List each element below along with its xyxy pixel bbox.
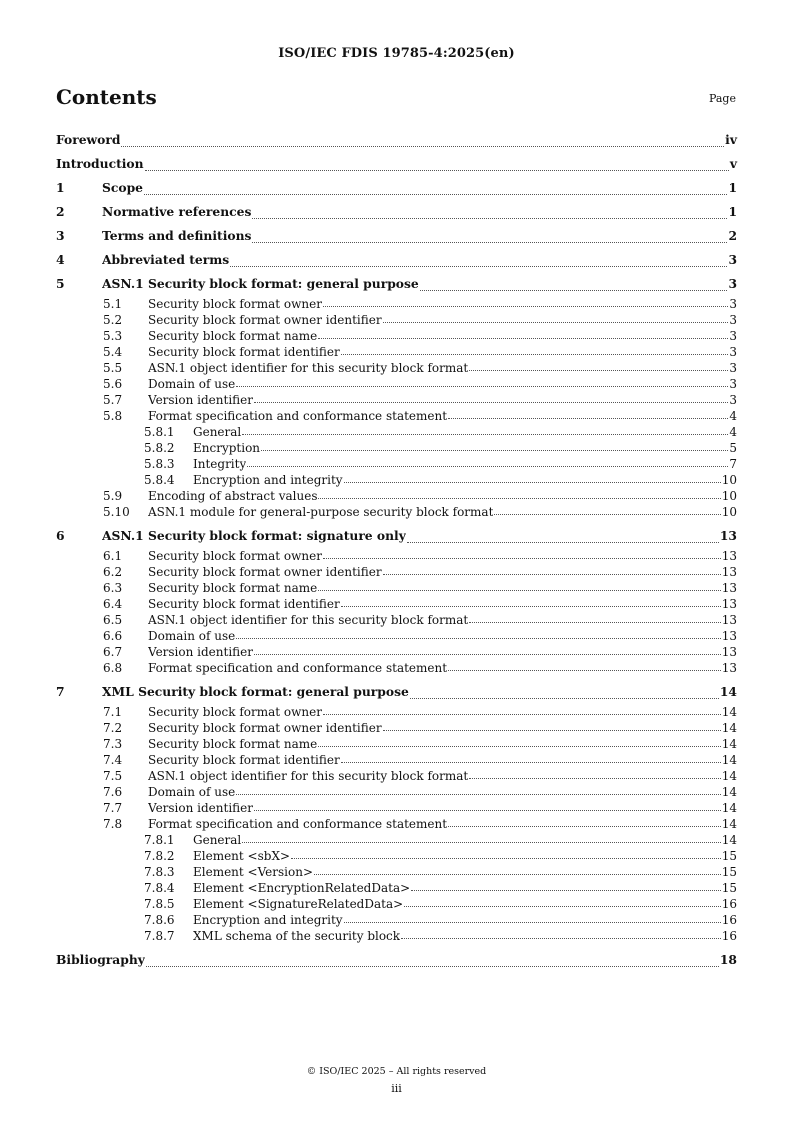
- toc-entry-title: Format specification and conformance statement: [148, 817, 448, 831]
- toc-entry-page: 3: [729, 393, 737, 407]
- toc-entry-page: 4: [729, 425, 737, 439]
- toc-entry-page: 16: [721, 929, 737, 943]
- dot-leader: [236, 385, 728, 387]
- toc-entry-number: 6.4: [103, 597, 123, 611]
- toc-entry-title: Version identifier: [148, 645, 254, 659]
- dot-leader: [318, 337, 728, 339]
- toc-entry[interactable]: [56, 328, 737, 344]
- toc-entry-page: 13: [721, 645, 737, 659]
- toc-entry-page: 3: [729, 329, 737, 343]
- dot-leader: [420, 289, 728, 291]
- toc-entry-title: Security block format identifier: [148, 597, 340, 611]
- toc-entry[interactable]: [56, 360, 737, 376]
- toc-entry[interactable]: [56, 440, 737, 456]
- toc-entry[interactable]: [56, 296, 737, 312]
- toc-entry-title: Encryption and integrity: [193, 473, 343, 487]
- document-identifier: ISO/IEC FDIS 19785-4:2025(en): [278, 46, 515, 61]
- toc-entry-number: 5.10: [103, 505, 130, 519]
- dot-leader: [323, 713, 721, 715]
- dot-leader: [341, 761, 721, 763]
- toc-entry[interactable]: [56, 736, 737, 752]
- toc-entry[interactable]: [56, 312, 737, 328]
- toc-entry-page: 14: [721, 753, 737, 767]
- toc-entry-page: 3: [729, 297, 737, 311]
- toc-entry-page: 14: [721, 801, 737, 815]
- toc-entry-page: 16: [721, 913, 737, 927]
- dot-leader: [448, 417, 728, 419]
- toc-entry-page: 10: [721, 505, 737, 519]
- toc-entry-title: Element <Version>: [193, 865, 314, 879]
- toc-entry[interactable]: [56, 832, 737, 848]
- toc-entry-title: Security block format name: [148, 329, 318, 343]
- toc-entry[interactable]: [56, 912, 737, 928]
- toc-entry-number: 7.7: [103, 801, 123, 815]
- toc-entry[interactable]: [56, 224, 737, 248]
- page-title: Contents: [56, 85, 157, 109]
- dot-leader: [469, 369, 728, 371]
- toc-entry-number: 7.2: [103, 721, 123, 735]
- toc-entry-number: 5.6: [103, 377, 123, 391]
- dot-leader: [145, 169, 729, 171]
- toc-entry-title: ASN.1 Security block format: signature only: [102, 528, 406, 543]
- dot-leader: [401, 937, 721, 939]
- toc-entry[interactable]: [56, 896, 737, 912]
- toc-entry-page: 3: [729, 345, 737, 359]
- dot-leader: [121, 145, 724, 147]
- toc-entry-title: Foreword: [56, 132, 121, 147]
- toc-entry-number: 5.9: [103, 489, 123, 503]
- toc-entry-number: 7.8.6: [144, 913, 175, 927]
- toc-entry-page: 14: [721, 833, 737, 847]
- toc-entry[interactable]: [56, 424, 737, 440]
- toc-entry-page: 13: [719, 528, 737, 543]
- toc-entry-title: Security block format owner: [148, 297, 322, 311]
- toc-entry-number: 6.3: [103, 581, 123, 595]
- toc-entry[interactable]: [56, 628, 737, 644]
- toc-entry[interactable]: [56, 504, 737, 520]
- toc-entry-title: Encoding of abstract values: [148, 489, 318, 503]
- dot-leader: [318, 497, 720, 499]
- toc-entry-number: 5.8.4: [144, 473, 175, 487]
- dot-leader: [383, 729, 721, 731]
- toc-entry-title: Bibliography: [56, 952, 145, 967]
- toc-entry-page: 3: [728, 276, 737, 291]
- toc-entry-title: Normative references: [102, 204, 252, 219]
- toc-entry-page: 13: [721, 661, 737, 675]
- dot-leader: [242, 433, 728, 435]
- toc-entry-page: 15: [721, 881, 737, 895]
- toc-entry-title: Abbreviated terms: [102, 252, 230, 267]
- toc-entry-page: 1: [728, 180, 737, 195]
- toc-entry-page: 10: [721, 489, 737, 503]
- toc-entry-number: 6: [56, 528, 65, 543]
- toc-entry[interactable]: [56, 644, 737, 660]
- toc-entry-number: 5.8.3: [144, 457, 175, 471]
- toc-entry-title: Terms and definitions: [102, 228, 252, 243]
- toc-entry-number: 7: [56, 684, 65, 699]
- toc-entry-page: 2: [728, 228, 737, 243]
- toc-entry-title: ASN.1 object identifier for this security block format: [148, 769, 469, 783]
- toc-entry-title: Domain of use: [148, 785, 236, 799]
- toc-entry[interactable]: [56, 948, 737, 972]
- toc-entry-title: Element <EncryptionRelatedData>: [193, 881, 411, 895]
- toc-entry-number: 7.5: [103, 769, 123, 783]
- toc-entry-title: ASN.1 object identifier for this security block format: [148, 613, 469, 627]
- toc-entry-number: 4: [56, 252, 65, 267]
- dot-leader: [494, 513, 720, 515]
- toc-entry-page: 14: [721, 769, 737, 783]
- toc-entry-page: 7: [729, 457, 737, 471]
- toc-entry-page: 13: [721, 613, 737, 627]
- dot-leader: [383, 321, 729, 323]
- dot-leader: [411, 889, 721, 891]
- toc-entry-number: 6.8: [103, 661, 123, 675]
- dot-leader: [254, 653, 721, 655]
- dot-leader: [448, 669, 721, 671]
- dot-leader: [344, 921, 721, 923]
- toc-entry[interactable]: [56, 880, 737, 896]
- toc-entry[interactable]: [56, 152, 737, 176]
- toc-entry-page: 14: [721, 817, 737, 831]
- toc-entry-title: Domain of use: [148, 629, 236, 643]
- toc-entry-number: 7.3: [103, 737, 123, 751]
- dot-leader: [344, 481, 721, 483]
- toc-entry-number: 7.8: [103, 817, 123, 831]
- toc-entry[interactable]: [56, 564, 737, 580]
- toc-entry-title: Security block format owner identifier: [148, 313, 382, 327]
- dot-leader: [254, 809, 721, 811]
- copyright-notice: © ISO/IEC 2025 – All rights reserved: [306, 1066, 487, 1077]
- dot-leader: [323, 557, 721, 559]
- toc-entry[interactable]: [56, 848, 737, 864]
- toc-entry[interactable]: [56, 524, 737, 548]
- toc-entry-page: 3: [728, 252, 737, 267]
- toc-entry-number: 1: [56, 180, 65, 195]
- toc-entry-number: 7.4: [103, 753, 123, 767]
- toc-entry-number: 5.1: [103, 297, 123, 311]
- toc-entry-title: Security block format owner: [148, 705, 322, 719]
- toc-entry-title: Element <SignatureRelatedData>: [193, 897, 404, 911]
- toc-entry-page: 1: [728, 204, 737, 219]
- toc-entry-title: Domain of use: [148, 377, 236, 391]
- toc-entry[interactable]: [56, 720, 737, 736]
- page-number: iii: [391, 1082, 402, 1095]
- toc-entry-title: Encryption: [193, 441, 261, 455]
- page-column-label: Page: [708, 92, 736, 105]
- toc-entry[interactable]: [56, 596, 737, 612]
- toc-entry-title: General: [193, 833, 242, 847]
- toc-entry-page: 3: [729, 377, 737, 391]
- toc-entry-number: 5.8: [103, 409, 123, 423]
- toc-entry[interactable]: [56, 800, 737, 816]
- dot-leader: [261, 449, 728, 451]
- toc-entry-title: Integrity: [193, 457, 247, 471]
- toc-entry-number: 3: [56, 228, 65, 243]
- dot-leader: [404, 905, 721, 907]
- toc-entry-page: 14: [719, 684, 737, 699]
- toc-entry-number: 7.8.1: [144, 833, 175, 847]
- toc-entry[interactable]: [56, 768, 737, 784]
- toc-entry-number: 7.1: [103, 705, 123, 719]
- toc-entry[interactable]: [56, 128, 737, 152]
- toc-entry-page: 3: [729, 361, 737, 375]
- dot-leader: [341, 605, 721, 607]
- toc-entry-number: 6.7: [103, 645, 123, 659]
- toc-entry-number: 7.8.3: [144, 865, 175, 879]
- dot-leader: [469, 777, 720, 779]
- toc-entry-number: 7.8.2: [144, 849, 175, 863]
- dot-leader: [383, 573, 721, 575]
- toc-entry-title: Security block format identifier: [148, 345, 340, 359]
- toc-entry[interactable]: [56, 456, 737, 472]
- dot-leader: [242, 841, 720, 843]
- dot-leader: [146, 965, 719, 967]
- toc-entry-page: 15: [721, 865, 737, 879]
- dot-leader: [448, 825, 721, 827]
- toc-entry-title: ASN.1 module for general-purpose security block format: [148, 505, 494, 519]
- toc-entry[interactable]: [56, 176, 737, 200]
- toc-entry-number: 5: [56, 276, 65, 291]
- toc-entry-page: 14: [721, 737, 737, 751]
- dot-leader: [469, 621, 720, 623]
- toc-entry[interactable]: [56, 612, 737, 628]
- dot-leader: [314, 873, 721, 875]
- dot-leader: [410, 697, 719, 699]
- toc-entry-number: 6.2: [103, 565, 123, 579]
- dot-leader: [323, 305, 728, 307]
- dot-leader: [341, 353, 729, 355]
- dot-leader: [247, 465, 728, 467]
- toc-entry-title: Format specification and conformance statement: [148, 661, 448, 675]
- toc-entry[interactable]: [56, 548, 737, 564]
- dot-leader: [252, 217, 727, 219]
- toc-entry-page: 4: [729, 409, 737, 423]
- toc-entry-page: 16: [721, 897, 737, 911]
- toc-entry-title: Security block format owner: [148, 549, 322, 563]
- toc-entry-title: Security block format name: [148, 581, 318, 595]
- toc-entry-number: 5.3: [103, 329, 123, 343]
- toc-entry[interactable]: [56, 784, 737, 800]
- toc-entry[interactable]: [56, 488, 737, 504]
- toc-entry[interactable]: [56, 472, 737, 488]
- toc-entry-number: 7.6: [103, 785, 123, 799]
- toc-entry-number: 6.5: [103, 613, 123, 627]
- dot-leader: [407, 541, 719, 543]
- toc-entry-number: 5.8.2: [144, 441, 175, 455]
- toc-entry[interactable]: [56, 272, 737, 296]
- toc-entry-number: 5.7: [103, 393, 123, 407]
- dot-leader: [144, 193, 727, 195]
- toc-entry[interactable]: [56, 392, 737, 408]
- table-of-contents: [56, 128, 737, 972]
- toc-entry[interactable]: [56, 816, 737, 832]
- toc-entry-number: 5.5: [103, 361, 123, 375]
- toc-entry-title: Security block format identifier: [148, 753, 340, 767]
- toc-entry-page: 13: [721, 581, 737, 595]
- toc-entry-page: 18: [719, 952, 737, 967]
- toc-entry-title: Security block format owner identifier: [148, 721, 382, 735]
- toc-entry-title: Security block format name: [148, 737, 318, 751]
- toc-entry[interactable]: [56, 248, 737, 272]
- toc-entry-page: 13: [721, 597, 737, 611]
- toc-entry-title: Version identifier: [148, 393, 254, 407]
- toc-entry-title: Encryption and integrity: [193, 913, 343, 927]
- toc-entry-page: 13: [721, 629, 737, 643]
- toc-entry[interactable]: [56, 704, 737, 720]
- toc-entry-number: 2: [56, 204, 65, 219]
- toc-entry-title: Introduction: [56, 156, 144, 171]
- toc-entry[interactable]: [56, 752, 737, 768]
- toc-entry-title: Scope: [102, 180, 143, 195]
- toc-entry[interactable]: [56, 660, 737, 676]
- toc-entry[interactable]: [56, 864, 737, 880]
- toc-entry-number: 5.4: [103, 345, 123, 359]
- toc-entry-page: 10: [721, 473, 737, 487]
- toc-entry-number: 7.8.5: [144, 897, 175, 911]
- toc-entry[interactable]: [56, 200, 737, 224]
- toc-entry-title: Version identifier: [148, 801, 254, 815]
- toc-entry-title: ASN.1 object identifier for this security block format: [148, 361, 469, 375]
- toc-entry-number: 5.2: [103, 313, 123, 327]
- toc-entry-title: Element <sbX>: [193, 849, 291, 863]
- dot-leader: [291, 857, 721, 859]
- toc-entry-page: 15: [721, 849, 737, 863]
- toc-entry[interactable]: [56, 344, 737, 360]
- toc-entry[interactable]: [56, 680, 737, 704]
- toc-entry-page: 3: [729, 313, 737, 327]
- toc-entry-title: XML Security block format: general purpose: [102, 684, 409, 699]
- dot-leader: [236, 637, 720, 639]
- toc-entry-page: 13: [721, 565, 737, 579]
- toc-entry[interactable]: [56, 408, 737, 424]
- toc-entry[interactable]: [56, 928, 737, 944]
- toc-entry-title: ASN.1 Security block format: general purpose: [102, 276, 419, 291]
- toc-entry-page: 14: [721, 721, 737, 735]
- toc-entry-page: 13: [721, 549, 737, 563]
- toc-entry-title: Security block format owner identifier: [148, 565, 382, 579]
- dot-leader: [254, 401, 728, 403]
- dot-leader: [318, 745, 720, 747]
- toc-entry-page: 14: [721, 705, 737, 719]
- dot-leader: [318, 589, 720, 591]
- toc-entry-page: 14: [721, 785, 737, 799]
- toc-entry[interactable]: [56, 580, 737, 596]
- toc-entry-title: Format specification and conformance statement: [148, 409, 448, 423]
- dot-leader: [252, 241, 727, 243]
- toc-entry-number: 6.1: [103, 549, 123, 563]
- toc-entry-page: iv: [725, 132, 737, 147]
- toc-entry-title: XML schema of the security block: [193, 929, 401, 943]
- dot-leader: [230, 265, 727, 267]
- dot-leader: [236, 793, 720, 795]
- toc-entry[interactable]: [56, 376, 737, 392]
- toc-entry-title: General: [193, 425, 242, 439]
- toc-entry-page: 5: [729, 441, 737, 455]
- toc-entry-number: 5.8.1: [144, 425, 175, 439]
- toc-entry-number: 6.6: [103, 629, 123, 643]
- toc-entry-number: 7.8.4: [144, 881, 175, 895]
- toc-entry-number: 7.8.7: [144, 929, 175, 943]
- toc-entry-page: v: [729, 156, 737, 171]
